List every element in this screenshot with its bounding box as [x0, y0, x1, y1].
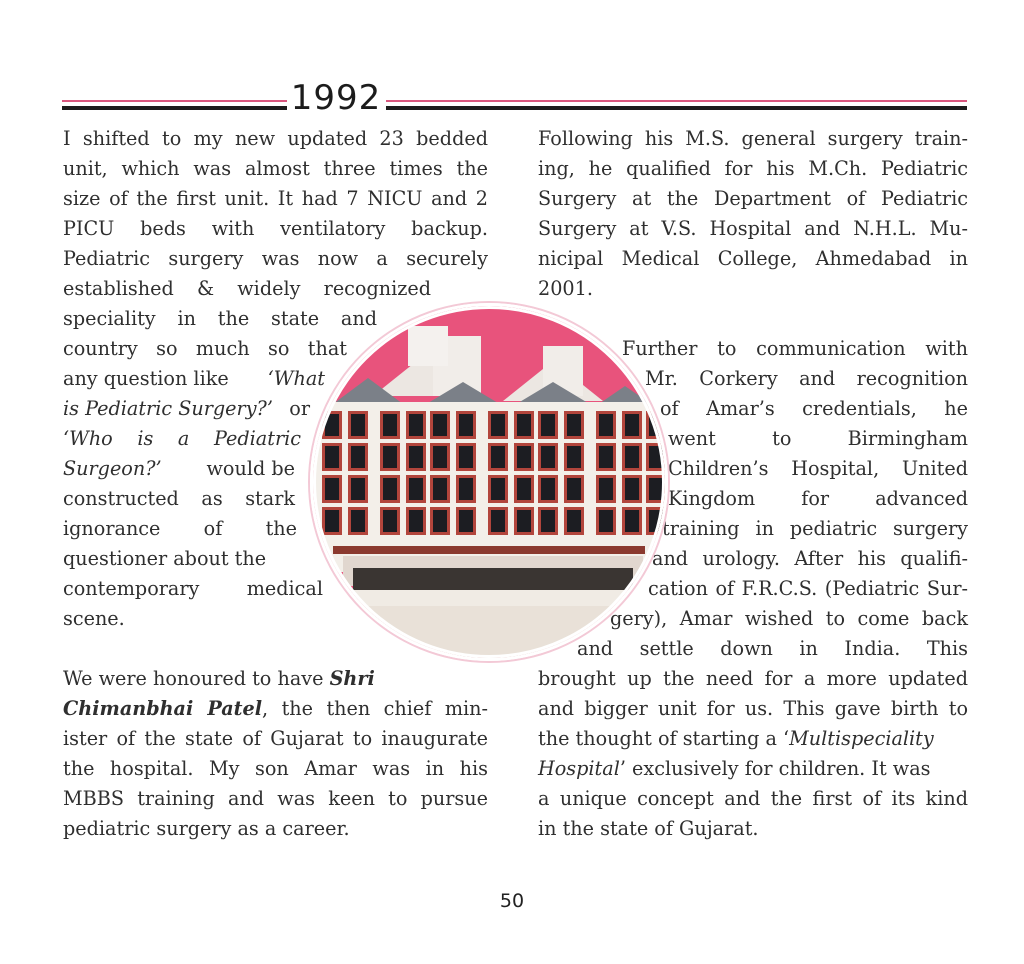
window: [567, 478, 581, 500]
left-p2-text: We were honoured to have: [63, 667, 330, 690]
left-line: established & widely recognized: [63, 277, 431, 300]
right-p2-line: brought up the need for a more updated: [538, 667, 968, 690]
right-p2-line: Mr. Corkery and recognition: [645, 367, 968, 390]
left-p2-line: [63, 664, 488, 694]
window: [383, 478, 397, 500]
left-line: Pediatric surgery was now a securely: [63, 247, 488, 270]
chapter-year: 1992: [290, 78, 382, 118]
left-line-text: would be: [206, 457, 295, 480]
window: [409, 510, 423, 532]
window: [567, 510, 581, 532]
window: [351, 414, 365, 436]
right-line: Surgery at V.S. Hospital and N.H.L. Mu-: [538, 217, 968, 240]
left-p2-line: the hospital. My son Amar was in his: [63, 757, 488, 780]
left-line: unit, which was almost three times the: [63, 157, 488, 180]
window: [459, 510, 473, 532]
left-line: speciality in the state and: [63, 307, 377, 330]
window: [459, 446, 473, 468]
window: [459, 478, 473, 500]
right-p2-italic: Hospital: [538, 757, 620, 780]
window: [625, 510, 639, 532]
window: [567, 446, 581, 468]
window: [325, 446, 339, 468]
left-line-italic: [63, 424, 301, 454]
right-line: 2001.: [538, 277, 593, 300]
right-p2-line: of Amar’s credentials, he: [660, 397, 968, 420]
left-line-italic: ‘What: [267, 367, 325, 390]
left-line: questioner about the: [63, 547, 267, 570]
page-number: 50: [499, 890, 525, 912]
right-line: Surgery at the Department of Pediatric: [538, 187, 968, 210]
left-p2-text: , the then chief min-: [262, 697, 489, 720]
window: [433, 446, 447, 468]
left-line-italic: Surgeon?’: [63, 457, 162, 480]
right-p2-line: Kingdom for advanced: [668, 487, 968, 510]
header-rule-right-dark: [386, 106, 967, 110]
left-line: constructed as stark: [63, 487, 295, 510]
window: [567, 414, 581, 436]
left-line: scene.: [63, 607, 125, 630]
left-line: country so much so that: [63, 337, 347, 360]
header-rule-left-pink: [62, 100, 287, 102]
right-p2-line: and bigger unit for us. This gave birth to: [538, 697, 968, 720]
window: [433, 478, 447, 500]
window: [517, 478, 531, 500]
person-name-first: Shri: [329, 667, 375, 690]
window: [517, 446, 531, 468]
right-p2-line: in the state of Gujarat.: [538, 817, 759, 840]
left-line-mixed: [63, 364, 325, 394]
window: [649, 478, 663, 500]
hospital-building-illustration: [313, 306, 665, 658]
window: [491, 446, 505, 468]
left-line-mixed: [63, 454, 295, 484]
window: [325, 478, 339, 500]
left-line: I shifted to my new updated 23 bedded: [63, 127, 488, 150]
right-p2-line: gery), Amar wished to come back: [610, 607, 968, 630]
right-p2-line: Further to communication with: [622, 337, 968, 360]
window: [491, 510, 505, 532]
window: [351, 478, 365, 500]
right-p2-line: training in pediatric surgery: [662, 517, 968, 540]
window: [541, 478, 555, 500]
window: [517, 414, 531, 436]
header-rule-right-pink: [386, 100, 967, 102]
window: [625, 478, 639, 500]
left-line-text: or: [289, 397, 310, 420]
window: [541, 414, 555, 436]
right-p2-text: the thought of starting a ‘: [538, 727, 790, 750]
left-p2-line: MBBS training and was keen to pursue: [63, 787, 488, 810]
window: [541, 446, 555, 468]
window: [625, 414, 639, 436]
right-p2-line: went to Birmingham: [668, 427, 968, 450]
window: [351, 510, 365, 532]
left-line-italic-text: ‘Who is a Pediatric: [63, 427, 301, 450]
window: [351, 446, 365, 468]
window: [383, 510, 397, 532]
right-p2-text: ’ exclusively for children. It was: [619, 757, 931, 780]
hospital-building-photo: [310, 303, 668, 661]
header-rule-left-dark: [62, 106, 287, 110]
right-p2-line-mixed: [538, 754, 968, 784]
left-line: size of the first unit. It had 7 NICU and 2: [63, 187, 488, 210]
left-p2-line: pediatric surgery as a career.: [63, 817, 350, 840]
right-line: Following his M.S. general surgery train-: [538, 127, 968, 150]
window: [433, 414, 447, 436]
window: [433, 510, 447, 532]
right-line: ing, he qualified for his M.Ch. Pediatric: [538, 157, 968, 180]
window: [409, 446, 423, 468]
left-line-mixed: [63, 394, 310, 424]
right-p2-line: and urology. After his qualifi-: [652, 547, 968, 570]
right-p2-line: a unique concept and the first of its kind: [538, 787, 968, 810]
left-line: PICU beds with ventilatory backup.: [63, 217, 488, 240]
right-p2-italic: Multispeciality: [789, 727, 934, 750]
left-p2-line: ister of the state of Gujarat to inaugurate: [63, 727, 488, 750]
left-line: ignorance of the: [63, 517, 297, 540]
window: [459, 414, 473, 436]
window: [491, 414, 505, 436]
window: [383, 446, 397, 468]
window: [599, 414, 613, 436]
right-p2-line-mixed: [538, 724, 968, 754]
person-name-last: Chimanbhai Patel: [63, 697, 263, 720]
left-line: contemporary medical: [63, 577, 323, 600]
window: [517, 510, 531, 532]
window: [599, 478, 613, 500]
window: [409, 478, 423, 500]
right-p2-line: cation of F.R.C.S. (Pediatric Sur-: [648, 577, 968, 600]
right-line: nicipal Medical College, Ahmedabad in: [538, 247, 968, 270]
right-p2-line: and settle down in India. This: [577, 637, 968, 660]
window: [383, 414, 397, 436]
window: [625, 446, 639, 468]
window: [409, 414, 423, 436]
window: [599, 510, 613, 532]
left-line-text: any question like: [63, 367, 229, 390]
right-p2-line: Children’s Hospital, United: [668, 457, 968, 480]
window: [491, 478, 505, 500]
left-p2-line: [63, 694, 488, 724]
window: [541, 510, 555, 532]
left-line-italic: is Pediatric Surgery?’: [63, 397, 273, 420]
window: [325, 510, 339, 532]
window: [599, 446, 613, 468]
